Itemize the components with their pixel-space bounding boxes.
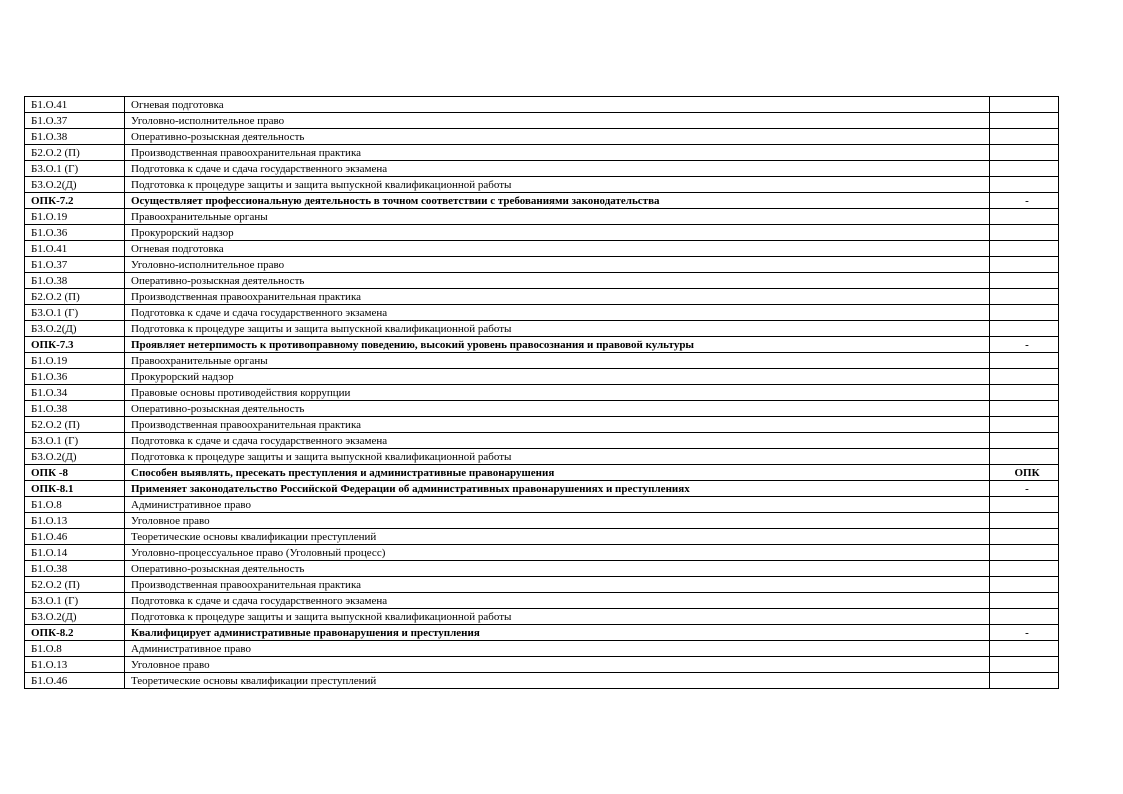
mark-cell: [990, 401, 1059, 417]
discipline-code-cell: Б3.О.2(Д): [25, 177, 125, 193]
table-row: [25, 113, 1059, 129]
mark-cell: [990, 161, 1059, 177]
discipline-code-cell: Б3.О.1 (Г): [25, 161, 125, 177]
competency-row: [25, 625, 1059, 641]
table-row: [25, 257, 1059, 273]
mark-cell: [990, 577, 1059, 593]
mark-cell: [990, 225, 1059, 241]
table-row: [25, 145, 1059, 161]
competency-matrix-table: [24, 96, 1059, 689]
discipline-code-cell: Б1.О.19: [25, 353, 125, 369]
discipline-name-cell: Способен выявлять, пресекать преступления и административные правонарушения: [125, 465, 990, 481]
table-row: [25, 657, 1059, 673]
competency-row: [25, 465, 1059, 481]
mark-cell: -: [990, 337, 1059, 353]
table-row: [25, 225, 1059, 241]
discipline-name-cell: Прокурорский надзор: [125, 369, 990, 385]
discipline-code-cell: Б1.О.34: [25, 385, 125, 401]
discipline-code-cell: Б1.О.36: [25, 225, 125, 241]
table-row: [25, 609, 1059, 625]
table-row: [25, 673, 1059, 689]
mark-cell: [990, 321, 1059, 337]
table-row: [25, 641, 1059, 657]
mark-cell: -: [990, 481, 1059, 497]
mark-cell: [990, 449, 1059, 465]
discipline-code-cell: Б1.О.13: [25, 657, 125, 673]
discipline-code-cell: ОПК-7.3: [25, 337, 125, 353]
mark-cell: [990, 529, 1059, 545]
discipline-code-cell: Б1.О.38: [25, 401, 125, 417]
mark-cell: [990, 513, 1059, 529]
mark-cell: [990, 273, 1059, 289]
mark-cell: [990, 609, 1059, 625]
mark-cell: -: [990, 193, 1059, 209]
discipline-code-cell: Б1.О.13: [25, 513, 125, 529]
discipline-name-cell: Огневая подготовка: [125, 241, 990, 257]
discipline-name-cell: Оперативно-розыскная деятельность: [125, 401, 990, 417]
discipline-code-cell: Б1.О.37: [25, 257, 125, 273]
discipline-name-cell: Правоохранительные органы: [125, 209, 990, 225]
table-row: [25, 545, 1059, 561]
table-row: [25, 401, 1059, 417]
table-row: [25, 241, 1059, 257]
mark-cell: [990, 305, 1059, 321]
discipline-code-cell: Б1.О.46: [25, 673, 125, 689]
discipline-name-cell: Подготовка к процедуре защиты и защита выпускной квалификационной работы: [125, 177, 990, 193]
competency-row: [25, 193, 1059, 209]
discipline-code-cell: Б1.О.41: [25, 241, 125, 257]
discipline-code-cell: Б2.О.2 (П): [25, 145, 125, 161]
discipline-name-cell: Уголовное право: [125, 657, 990, 673]
discipline-code-cell: Б1.О.14: [25, 545, 125, 561]
discipline-code-cell: Б3.О.2(Д): [25, 449, 125, 465]
table-row: [25, 369, 1059, 385]
discipline-code-cell: Б1.О.8: [25, 497, 125, 513]
discipline-code-cell: Б3.О.1 (Г): [25, 305, 125, 321]
table-row: [25, 209, 1059, 225]
table-row: [25, 353, 1059, 369]
table-row: [25, 305, 1059, 321]
discipline-name-cell: Подготовка к процедуре защиты и защита выпускной квалификационной работы: [125, 321, 990, 337]
table-row: [25, 529, 1059, 545]
discipline-code-cell: Б1.О.38: [25, 273, 125, 289]
discipline-name-cell: Проявляет нетерпимость к противоправному поведению, высокий уровень правосознания и правовой культуры: [125, 337, 990, 353]
table-row: [25, 561, 1059, 577]
discipline-code-cell: Б1.О.19: [25, 209, 125, 225]
document-page: [24, 96, 1058, 689]
table-row: [25, 513, 1059, 529]
table-row: [25, 97, 1059, 113]
discipline-name-cell: Прокурорский надзор: [125, 225, 990, 241]
table-row: [25, 417, 1059, 433]
discipline-code-cell: Б2.О.2 (П): [25, 289, 125, 305]
discipline-name-cell: Подготовка к сдаче и сдача государственного экзамена: [125, 305, 990, 321]
discipline-code-cell: Б2.О.2 (П): [25, 417, 125, 433]
discipline-name-cell: Подготовка к сдаче и сдача государственного экзамена: [125, 433, 990, 449]
mark-cell: [990, 209, 1059, 225]
mark-cell: ОПК: [990, 465, 1059, 481]
discipline-code-cell: ОПК -8: [25, 465, 125, 481]
discipline-code-cell: Б3.О.2(Д): [25, 321, 125, 337]
mark-cell: [990, 177, 1059, 193]
discipline-code-cell: Б1.О.41: [25, 97, 125, 113]
discipline-code-cell: ОПК-8.2: [25, 625, 125, 641]
mark-cell: [990, 673, 1059, 689]
table-row: [25, 449, 1059, 465]
mark-cell: [990, 545, 1059, 561]
discipline-name-cell: Административное право: [125, 641, 990, 657]
mark-cell: [990, 353, 1059, 369]
discipline-code-cell: Б1.О.46: [25, 529, 125, 545]
discipline-name-cell: Административное право: [125, 497, 990, 513]
discipline-name-cell: Оперативно-розыскная деятельность: [125, 561, 990, 577]
discipline-code-cell: ОПК-7.2: [25, 193, 125, 209]
mark-cell: [990, 641, 1059, 657]
table-row: [25, 289, 1059, 305]
table-body: [25, 97, 1059, 689]
mark-cell: [990, 145, 1059, 161]
mark-cell: [990, 369, 1059, 385]
discipline-code-cell: Б1.О.38: [25, 561, 125, 577]
discipline-code-cell: Б3.О.1 (Г): [25, 433, 125, 449]
discipline-name-cell: Осуществляет профессиональную деятельность в точном соответствии с требованиями законодательства: [125, 193, 990, 209]
mark-cell: [990, 417, 1059, 433]
mark-cell: [990, 497, 1059, 513]
discipline-code-cell: Б3.О.2(Д): [25, 609, 125, 625]
table-row: [25, 577, 1059, 593]
discipline-name-cell: Подготовка к сдаче и сдача государственного экзамена: [125, 593, 990, 609]
mark-cell: [990, 561, 1059, 577]
discipline-name-cell: Уголовно-исполнительное право: [125, 113, 990, 129]
discipline-name-cell: Производственная правоохранительная практика: [125, 145, 990, 161]
competency-row: [25, 481, 1059, 497]
discipline-name-cell: Подготовка к процедуре защиты и защита выпускной квалификационной работы: [125, 449, 990, 465]
mark-cell: [990, 289, 1059, 305]
discipline-name-cell: Оперативно-розыскная деятельность: [125, 129, 990, 145]
table-row: [25, 321, 1059, 337]
discipline-code-cell: Б1.О.8: [25, 641, 125, 657]
table-row: [25, 129, 1059, 145]
discipline-name-cell: Уголовно-исполнительное право: [125, 257, 990, 273]
discipline-name-cell: Уголовное право: [125, 513, 990, 529]
discipline-name-cell: Производственная правоохранительная практика: [125, 417, 990, 433]
discipline-name-cell: Подготовка к сдаче и сдача государственного экзамена: [125, 161, 990, 177]
discipline-name-cell: Оперативно-розыскная деятельность: [125, 273, 990, 289]
mark-cell: -: [990, 625, 1059, 641]
mark-cell: [990, 257, 1059, 273]
discipline-name-cell: Уголовно-процессуальное право (Уголовный процесс): [125, 545, 990, 561]
discipline-code-cell: Б1.О.37: [25, 113, 125, 129]
mark-cell: [990, 97, 1059, 113]
mark-cell: [990, 657, 1059, 673]
mark-cell: [990, 385, 1059, 401]
discipline-name-cell: Теоретические основы квалификации преступлений: [125, 529, 990, 545]
discipline-code-cell: Б3.О.1 (Г): [25, 593, 125, 609]
discipline-name-cell: Подготовка к процедуре защиты и защита выпускной квалификационной работы: [125, 609, 990, 625]
discipline-code-cell: ОПК-8.1: [25, 481, 125, 497]
mark-cell: [990, 129, 1059, 145]
mark-cell: [990, 593, 1059, 609]
discipline-name-cell: Производственная правоохранительная практика: [125, 577, 990, 593]
discipline-code-cell: Б1.О.38: [25, 129, 125, 145]
discipline-code-cell: Б1.О.36: [25, 369, 125, 385]
table-row: [25, 593, 1059, 609]
discipline-name-cell: Правоохранительные органы: [125, 353, 990, 369]
discipline-name-cell: Правовые основы противодействия коррупции: [125, 385, 990, 401]
discipline-code-cell: Б2.О.2 (П): [25, 577, 125, 593]
discipline-name-cell: Производственная правоохранительная практика: [125, 289, 990, 305]
mark-cell: [990, 433, 1059, 449]
table-row: [25, 273, 1059, 289]
table-row: [25, 161, 1059, 177]
table-row: [25, 433, 1059, 449]
table-row: [25, 385, 1059, 401]
discipline-name-cell: Огневая подготовка: [125, 97, 990, 113]
mark-cell: [990, 241, 1059, 257]
mark-cell: [990, 113, 1059, 129]
table-row: [25, 177, 1059, 193]
discipline-name-cell: Квалифицирует административные правонарушения и преступления: [125, 625, 990, 641]
discipline-name-cell: Теоретические основы квалификации преступлений: [125, 673, 990, 689]
table-row: [25, 497, 1059, 513]
competency-row: [25, 337, 1059, 353]
discipline-name-cell: Применяет законодательство Российской Федерации об административных правонарушениях и преступлениях: [125, 481, 990, 497]
